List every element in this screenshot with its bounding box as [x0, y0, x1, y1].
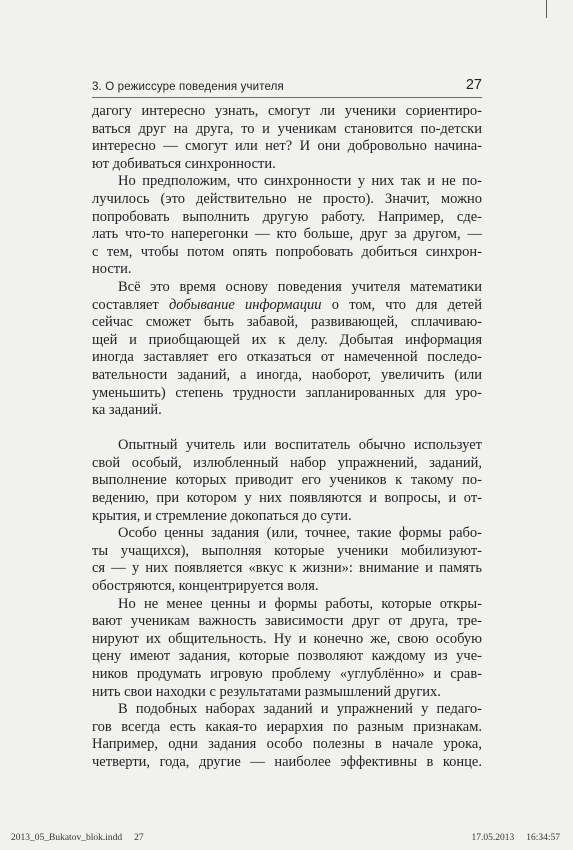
text-line: ся — у них появляется «вкус к жизни»: внимание и память — [92, 560, 482, 577]
text-line: ют добиваться синхронности. — [92, 155, 276, 172]
slug-time: 16:34:57 — [526, 833, 560, 843]
text-line: нируют их общительность. Ну и конечно же, свою особую — [92, 630, 482, 647]
text-line: обостряются, концентрируется воля. — [92, 578, 319, 595]
text-line: свой особый, излюбленный набор упражнений, заданий, — [92, 454, 482, 471]
page-number: 27 — [465, 77, 482, 93]
paragraph — [92, 103, 482, 173]
text-line: нить свои находки с результатами размышлений других. — [92, 683, 441, 700]
text-line: вают ученикам важность зависимости друг от друга, тре- — [92, 613, 482, 630]
text-line: Но предположим, что синхронности у них так и не по- — [118, 173, 482, 190]
paragraph — [92, 173, 482, 279]
text-line: лать что-то наперегонки — кто больше, друг за другом, — — [92, 226, 482, 243]
text-line: интересно — смогут или нет? И они добровольно начина- — [92, 138, 482, 155]
text-line: ведению, при котором у них появляются и вопросы, и от- — [92, 490, 482, 507]
print-slug-file — [11, 832, 144, 844]
emphasized-phrase: добывание информации — [168, 296, 322, 313]
header-rule — [92, 97, 482, 98]
text-line: ка заданий. — [92, 402, 162, 419]
text-line: Опытный учитель или воспитатель обычно использует — [118, 437, 482, 454]
running-title: 3. О режиссуре поведения учителя — [92, 81, 284, 93]
text-line: цену имеют задания, которые позволяют каждому из уче- — [92, 648, 482, 665]
text-line: дагогу интересно узнать, смогут ли ученики сориентиро- — [92, 103, 482, 119]
paragraph — [92, 525, 482, 595]
text-line: уменьшить) степень трудности запланированных для уро- — [92, 384, 482, 401]
text-line: Особо ценны задания (или, точнее, такие формы рабо- — [118, 525, 482, 542]
text-line: вательности заданий, а иногда, наоборот, увеличить (или — [92, 366, 482, 383]
text-line: ты учащихся), выполняя которые ученики мобилизуют- — [92, 542, 482, 559]
slug-date: 17.05.2013 — [471, 833, 515, 843]
text-line: Всё это время основу поведения учителя математики — [118, 278, 482, 295]
text-line: Но не менее ценны и формы работы, которые откры- — [118, 595, 482, 612]
text-line: сейчас сможет быть забавой, развивающей, сплачиваю- — [92, 314, 482, 331]
text-line: с тем, чтобы потом опять попробовать добиться синхрон- — [92, 243, 482, 260]
text-line: попробовать выполнить другую работу. Например, сде- — [92, 208, 482, 225]
text-line: лучилось (это действительно не просто). Значит, можно — [92, 190, 482, 207]
body-text — [92, 103, 482, 772]
paragraph — [92, 279, 482, 420]
crop-mark — [546, 0, 547, 18]
text-line: четверти, года, другие — наиболее эффективны в конце. — [92, 753, 482, 770]
text-line: ников продумать игровую проблему «углублённо» и срав- — [92, 666, 482, 682]
text-segment: о том, что для детей — [321, 296, 482, 313]
text-line: крытия, и стремление докопаться до сути. — [92, 507, 352, 524]
slug-file-page: 27 — [134, 833, 144, 843]
text-line: щей и приобщающей их к делу. Добытая информация — [92, 331, 482, 348]
paragraph — [92, 701, 482, 771]
text-line — [92, 297, 482, 315]
text-line: В подобных наборах заданий и упражнений у педаго- — [118, 701, 482, 718]
paragraph — [92, 437, 482, 525]
text-line: выполнение которых приводит его учеников к такому по- — [92, 472, 482, 489]
text-line: ности. — [92, 261, 132, 278]
paragraph — [92, 596, 482, 702]
text-line: ваться друг на друга, то и ученикам становится по-детски — [92, 120, 482, 137]
text-line: иногда заставляет его отказаться от намеченной последо- — [92, 349, 482, 366]
slug-file-name: 2013_05_Bukatov_blok.indd — [11, 833, 123, 843]
text-segment: составляет — [92, 296, 169, 313]
text-line: Например, одни задания особо полезны в начале урока, — [92, 736, 482, 753]
print-slug-timestamp — [471, 832, 560, 844]
text-line: гов всегда есть какая-то иерархия по разным признакам. — [92, 718, 482, 735]
